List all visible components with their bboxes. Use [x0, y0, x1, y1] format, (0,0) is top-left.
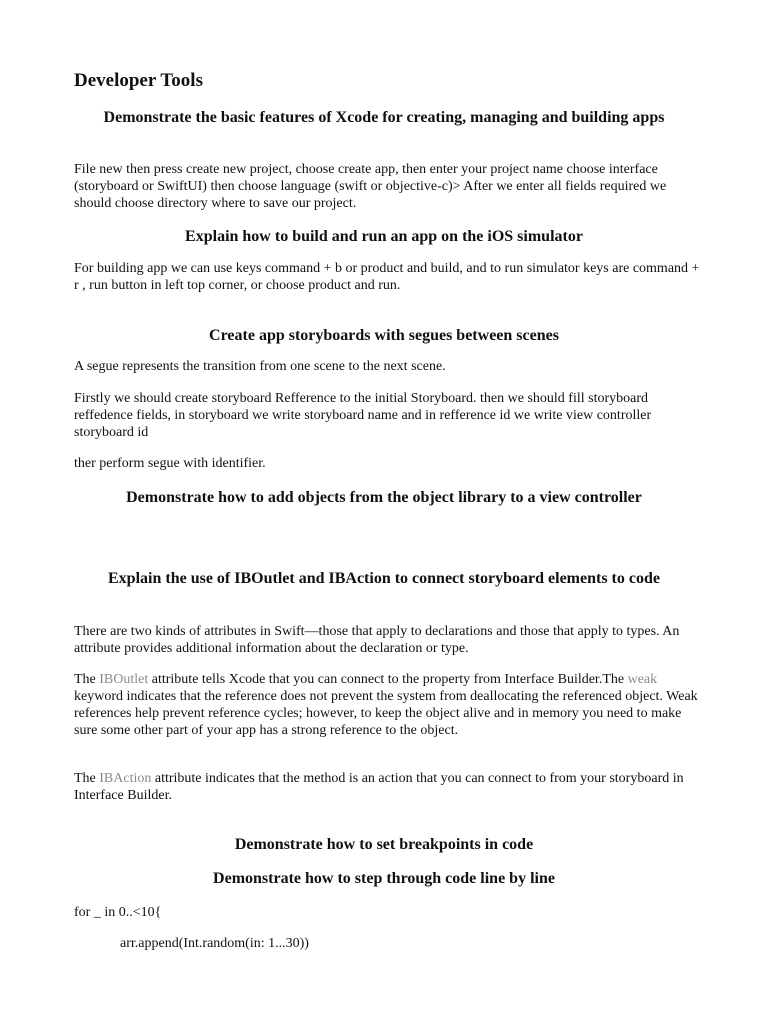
heading-iboutlet-ibaction: Explain the use of IBOutlet and IBAction to connect storyboard elements to code: [108, 570, 660, 587]
code-line-append: arr.append(Int.random(in: 1...30)): [120, 936, 309, 951]
heading-breakpoints: Demonstrate how to set breakpoints in code: [234, 836, 534, 853]
paragraph-segue-definition: A segue represents the transition from one scene to the next scene.: [74, 359, 446, 374]
heading-step-through: Demonstrate how to step through code line by line: [213, 870, 555, 887]
paragraph-perform-segue: ther perform segue with identifier.: [74, 456, 266, 471]
heading-storyboards-segues: Create app storyboards with segues between scenes: [209, 327, 559, 344]
iboutlet-text-middle: attribute tells Xcode that you can connect to the property from Interface Builder.The: [148, 672, 628, 687]
paragraph-attributes: There are two kinds of attributes in Swift—those that apply to declarations and those that apply to types. An attribute provides additional information about the declaration or type.: [74, 624, 680, 656]
paragraph-storyboard-reference: Firstly we should create storyboard Refference to the initial Storyboard. then we should fill storyboard reffedence fields, in storyboard we write storyboard name and in refference id we write view controller storyboard id: [74, 391, 652, 440]
heading-build-run: Explain how to build and run an app on the iOS simulator: [185, 228, 583, 245]
weak-keyword: weak: [627, 672, 658, 687]
ibaction-keyword: IBAction: [99, 771, 152, 786]
ibaction-text-end: attribute indicates that the method is an action that you can connect to from your storyboard in Interface Builder.: [74, 771, 684, 803]
iboutlet-text-end: keyword indicates that the reference does not prevent the system from deallocating the referenced object. Weak references help prevent reference cycles; however, to keep the object alive and in memory you need to make sure some other part of your app has a strong reference to the object.: [74, 689, 698, 738]
paragraph-iboutlet: [74, 671, 704, 739]
code-line-for-loop: for _ in 0..<10{: [74, 905, 162, 920]
document-title: Developer Tools: [74, 70, 203, 91]
iboutlet-keyword: IBOutlet: [99, 672, 149, 687]
paragraph-build-run: For building app we can use keys command + b or product and build, and to run simulator keys are command + r , run button in left top corner, or choose product and run.: [74, 261, 700, 293]
paragraph-ibaction: [74, 770, 704, 804]
paragraph-xcode-basics: File new then press create new project, choose create app, then enter your project name choose interface (storyboard or SwiftUI) then choose language (swift or objective-c)> After we enter all fields required we should choose directory where to save our project.: [74, 162, 667, 211]
heading-object-library: Demonstrate how to add objects from the object library to a view controller: [126, 489, 642, 506]
ibaction-text-start: The: [74, 771, 100, 786]
iboutlet-text-start: The: [74, 672, 100, 687]
heading-xcode-basics: Demonstrate the basic features of Xcode for creating, managing and building apps: [103, 109, 665, 126]
